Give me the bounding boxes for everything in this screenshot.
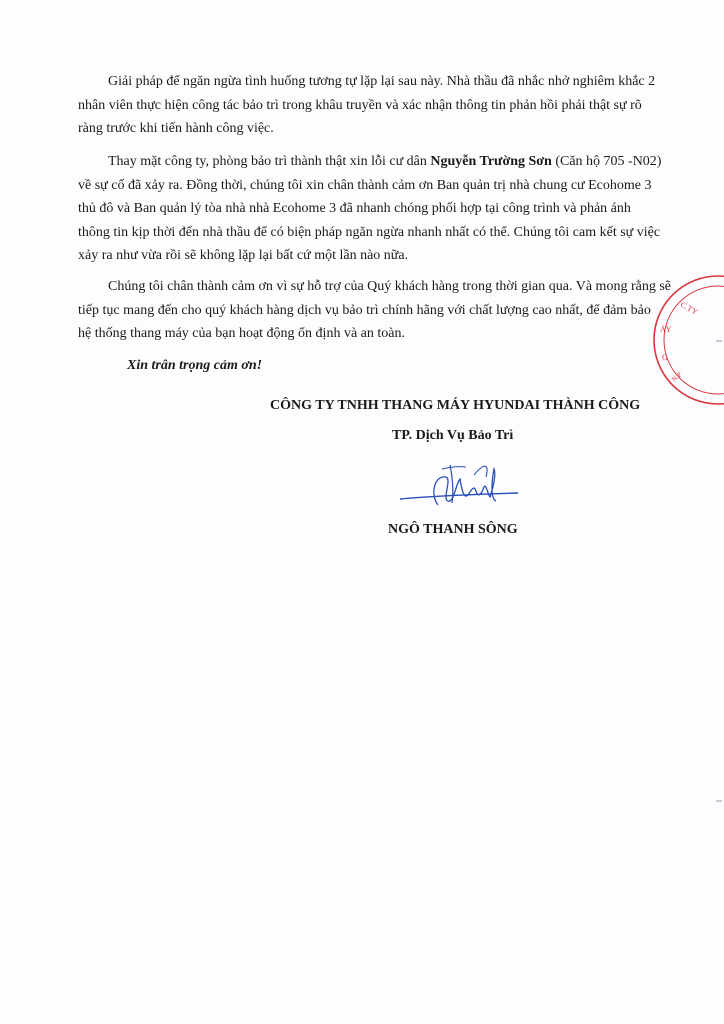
company-stamp — [640, 270, 724, 410]
handwritten-signature — [390, 455, 530, 515]
apology-suffix: (Căn hộ 705 -N02) — [551, 154, 662, 169]
scan-edge-mark — [716, 800, 722, 802]
svg-text:ÁY: ÁY — [660, 325, 672, 334]
paragraph-line: nhân viên thực hiện công tác bảo trì trong khâu truyền và xác nhận thông tin phản hồi phải thật sự rõ — [78, 97, 642, 113]
department-title: TP. Dịch Vụ Bảo Trì — [392, 428, 514, 443]
paragraph-line: xảy ra như vừa rồi sẽ không lặp lại bất cứ một lần nào nữa. — [78, 248, 409, 263]
resident-name: Nguyễn Trường Sơn — [430, 154, 552, 169]
svg-text:G: G — [662, 353, 668, 362]
paragraph-thanks — [78, 275, 671, 346]
paragraph-line: ràng trước khi tiến hành công việc. — [78, 121, 274, 136]
paragraph-apology — [78, 150, 668, 268]
signer-name: NGÔ THANH SÔNG — [388, 522, 518, 537]
svg-text:N.P: N.P — [670, 370, 684, 384]
company-name: CÔNG TY TNHH THANG MÁY HYUNDAI THÀNH CÔNG — [270, 398, 641, 413]
paragraph-line — [78, 150, 668, 174]
closing-line: Xin trân trọng cảm ơn! — [127, 358, 263, 373]
paragraph-line: thông tin kịp thời đến nhà thầu để có biện pháp ngăn ngừa nhanh nhất có thể. Chúng tôi cam kết sự việc — [78, 224, 661, 240]
svg-text:C.TY: C.TY — [679, 299, 700, 317]
paragraph-line: về sự cố đã xảy ra. Đồng thời, chúng tôi xin chân thành cảm ơn Ban quản trị nhà chung cư Ecohome 3 — [78, 177, 652, 193]
paragraph-line: hệ thống thang máy của bạn hoạt động ổn định và an toàn. — [78, 326, 405, 341]
paragraph-line: thủ đô và Ban quản lý tòa nhà nhà Ecohome 3 đã nhanh chóng phối hợp tại công trình và phản ánh — [78, 201, 631, 216]
paragraph-line: tiếp tục mang đến cho quý khách hàng dịch vụ bảo trì chính hãng với chất lượng cao nhất, để đảm bảo — [78, 302, 651, 318]
paragraph-line: Giải pháp để ngăn ngừa tình huống tương tự lặp lại sau này. Nhà thầu đã nhắc nhở nghiêm khắc 2 — [108, 74, 656, 89]
scan-edge-mark — [716, 340, 722, 342]
paragraph-line: Chúng tôi chân thành cảm ơn vì sự hỗ trợ của Quý khách hàng trong thời gian qua. Và mong rằng sẽ — [108, 279, 671, 294]
apology-prefix: Thay mặt công ty, phòng bảo trì thành thật xin lỗi cư dân — [108, 154, 431, 169]
paragraph-solution — [78, 70, 668, 141]
